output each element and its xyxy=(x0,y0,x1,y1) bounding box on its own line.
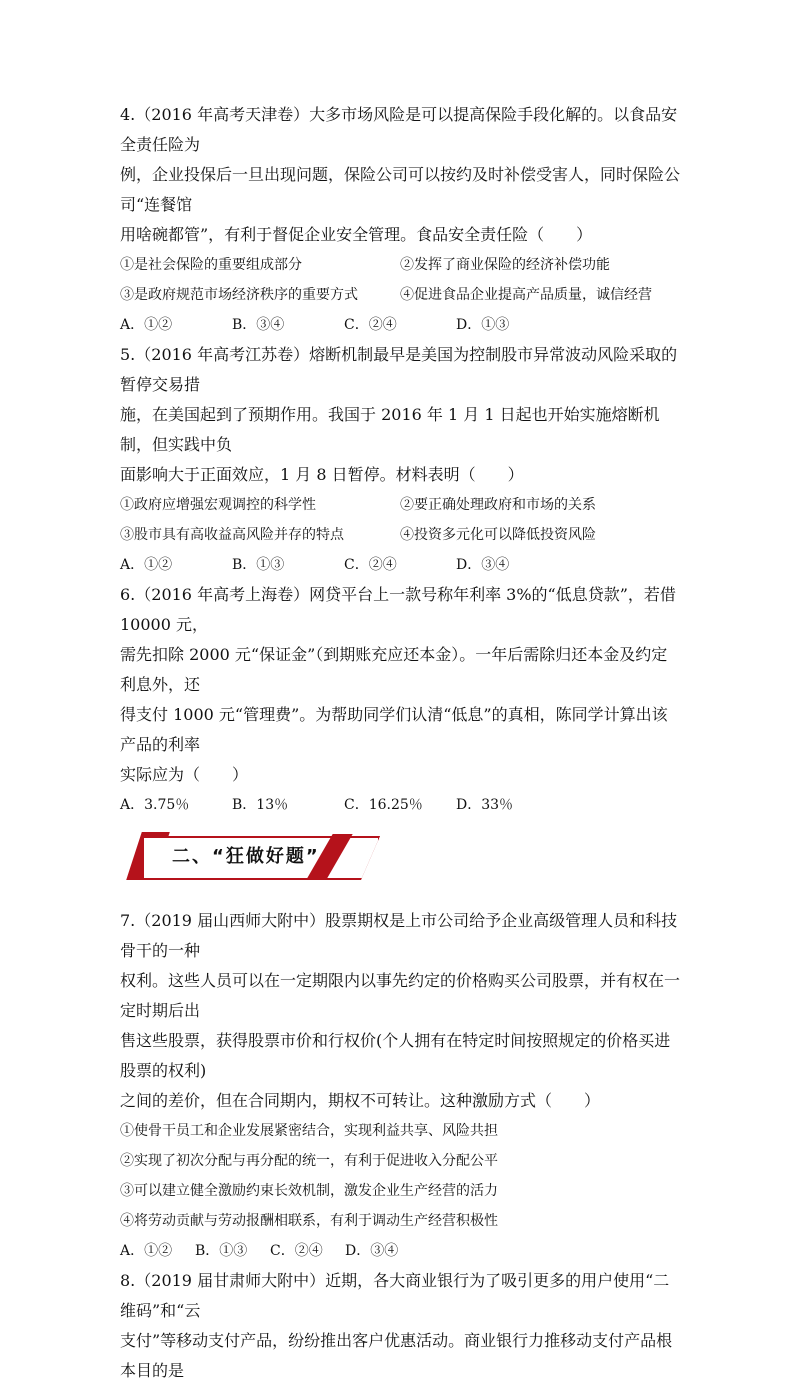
q7-choice-c: C．②④ xyxy=(270,1243,323,1259)
q4-statements-row xyxy=(120,280,680,310)
q7-stem-line: 权利。这些人员可以在一定期限内以事先约定的价格购买公司股票，并有权在一定时期后出 xyxy=(120,971,681,1020)
q5-statements-row xyxy=(120,520,680,550)
q5-statement-4: ④投资多元化可以降低投资风险 xyxy=(400,527,596,543)
q7-statement-1: ①使骨干员工和企业发展紧密结合，实现利益共享、风险共担 xyxy=(120,1123,498,1139)
question-6 xyxy=(120,580,680,820)
section-banner xyxy=(120,826,680,892)
q4-choice-a: A．①② xyxy=(120,317,173,333)
q4-stem-line: 用啥碗都管”，有利于督促企业安全管理。食品安全责任险（ ） xyxy=(120,225,593,244)
q7-choice-b: B．①③ xyxy=(195,1243,248,1259)
question-5 xyxy=(120,340,680,580)
q7-statement-2: ②实现了初次分配与再分配的统一，有利于促进收入分配公平 xyxy=(120,1153,498,1169)
q4-statement-3: ③是政府规范市场经济秩序的重要方式 xyxy=(120,287,358,303)
question-8 xyxy=(120,1266,680,1386)
q4-statement-2: ②发挥了商业保险的经济补偿功能 xyxy=(400,257,610,273)
q5-statement-2: ②要正确处理政府和市场的关系 xyxy=(400,497,596,513)
q5-choices xyxy=(120,550,680,580)
question-4 xyxy=(120,100,680,340)
q6-choice-b: B．13％ xyxy=(232,797,289,813)
q4-choice-c: C．②④ xyxy=(344,317,397,333)
q7-stem-line: 售这些股票，获得股票市价和行权价(个人拥有在特定时间按照规定的价格买进股票的权利) xyxy=(120,1031,671,1080)
q6-stem-line: 需先扣除 2000 元“保证金”（到期账充应还本金）。一年后需除归还本金及约定利息外，还 xyxy=(120,645,668,694)
q4-choice-d: D．①③ xyxy=(456,317,510,333)
q6-stem-line: 6.（2016 年高考上海卷）网贷平台上一款号称年利率 3%的“低息贷款”，若借 10000 元， xyxy=(120,585,676,634)
q5-statement-1: ①政府应增强宏观调控的科学性 xyxy=(120,497,316,513)
q4-stem-line: 4.（2016 年高考天津卷）大多市场风险是可以提高保险手段化解的。以食品安全责任险为 xyxy=(120,105,678,154)
q5-choice-b: B．①③ xyxy=(232,557,285,573)
q8-stem-line: 8.（2019 届甘肃师大附中）近期，各大商业银行为了吸引更多的用户使用“二维码”和“云 xyxy=(120,1271,670,1320)
q6-choice-a: A．3.75％ xyxy=(120,797,190,813)
q4-choices xyxy=(120,310,680,340)
q7-statement-4: ④将劳动贡献与劳动报酬相联系，有利于调动生产经营积极性 xyxy=(120,1213,498,1229)
q7-choices xyxy=(120,1236,680,1266)
q5-statements-row xyxy=(120,490,680,520)
q4-statement-4: ④促进食品企业提高产品质量，诚信经营 xyxy=(400,287,652,303)
document-content xyxy=(120,100,680,1386)
question-7 xyxy=(120,906,680,1266)
q5-stem-line: 面影响大于正面效应，1 月 8 日暂停。材料表明（ ） xyxy=(120,465,524,484)
q4-stem-line: 例，企业投保后一旦出现问题，保险公司可以按约及时补偿受害人，同时保险公司“连餐馆 xyxy=(120,165,681,214)
q5-choice-a: A．①② xyxy=(120,557,173,573)
q5-stem-line: 施，在美国起到了预期作用。我国于 2016 年 1 月 1 日起也开始实施熔断机制，但实践中负 xyxy=(120,405,660,454)
q7-stem-line: 之间的差价，但在合同期内，期权不可转让。这种激励方式（ ） xyxy=(120,1091,601,1110)
q8-stem-line: 支付”等移动支付产品，纷纷推出客户优惠活动。商业银行力推移动支付产品根本目的是 xyxy=(120,1331,673,1380)
q5-statement-3: ③股市具有高收益高风险并存的特点 xyxy=(120,527,344,543)
q6-choice-c: C．16.25％ xyxy=(344,797,423,813)
q7-stem-line: 7.（2019 届山西师大附中）股票期权是上市公司给予企业高级管理人员和科技骨干的一种 xyxy=(120,911,678,960)
q4-statements-row xyxy=(120,250,680,280)
q5-choice-d: D．③④ xyxy=(456,557,510,573)
q6-stem-line: 得支付 1000 元“管理费”。为帮助同学们认清“低息”的真相，陈同学计算出该产品的利率 xyxy=(120,705,668,754)
q4-choice-b: B．③④ xyxy=(232,317,285,333)
section-title: 二、“狂做好题” xyxy=(172,846,320,867)
q7-choice-d: D．③④ xyxy=(345,1243,399,1259)
q7-choice-a: A．①② xyxy=(120,1243,173,1259)
q5-choice-c: C．②④ xyxy=(344,557,397,573)
q7-statement-3: ③可以建立健全激励约束长效机制，激发企业生产经营的活力 xyxy=(120,1183,498,1199)
q6-choices xyxy=(120,790,680,820)
q4-statement-1: ①是社会保险的重要组成部分 xyxy=(120,257,302,273)
q6-stem-line: 实际应为（ ） xyxy=(120,765,249,784)
q5-stem-line: 5.（2016 年高考江苏卷）熔断机制最早是美国为控制股市异常波动风险采取的暂停交易措 xyxy=(120,345,678,394)
q6-choice-d: D．33％ xyxy=(456,797,514,813)
